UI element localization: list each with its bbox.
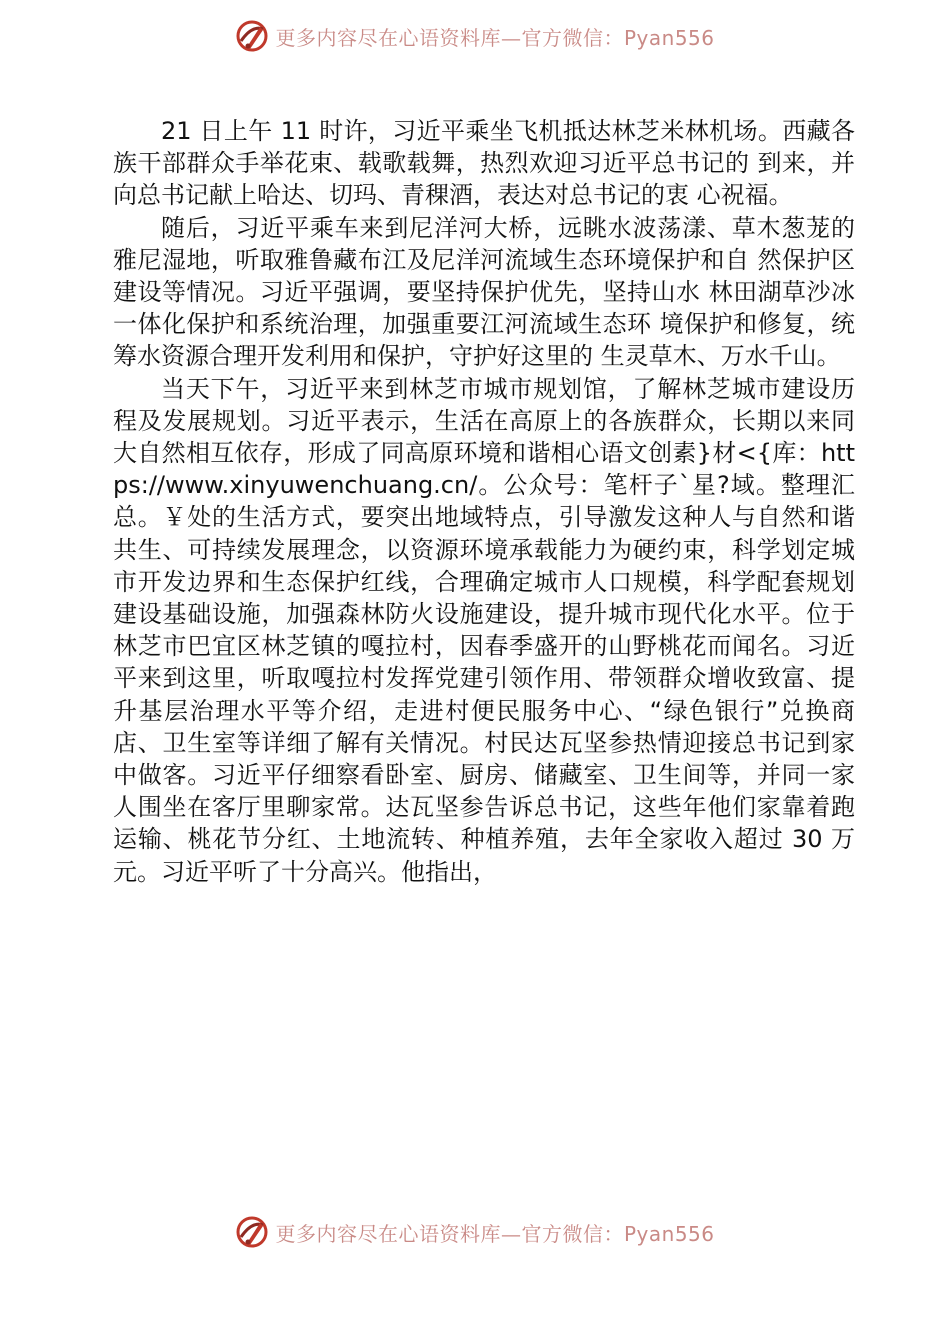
paragraph-2: 随后，习近平乘车来到尼洋河大桥，远眺水波荡漾、草木葱茏的雅尼湿地，听取雅鲁藏布江及尼洋河流域生态环境保护和自 然保护区建设等情况。习近平强调，要坚持保护优先，坚持山水 林田湖草沙冰一体化保护和系统治理，加强重要江河流域生态环 境保护和修复，统筹水资源合理开发利用和保护，守护好这里的 生灵草木、万水千山。 bbox=[113, 213, 855, 371]
pen-logo-icon bbox=[235, 19, 269, 53]
header-banner-cn: 更多内容尽在心语资料库—官方微信： bbox=[275, 25, 624, 50]
pen-logo-icon bbox=[235, 1215, 269, 1249]
paragraph-3: 当天下午，习近平来到林芝市城市规划馆，了解林芝城市建设历程及发展规划。习近平表示，生活在高原上的各族群众，长期以来同大自然相互依存，形成了同高原环境和谐相心语文创素}材<{库：https://www.xinyuwenchuang.cn/。公众号：笔杆子`星?域。整理汇总。￥处的生活方式，要突出地域特点，引导激发这种人与自然和谐共生、可持续发展理念，以资源环境承载能力为硬约束，科学划定城市开发边界和生态保护红线，合理确定城市人口规模，科学配套规划建设基础设施，加强森林防火设施建设，提升城市现代化水平。位于林芝市巴宜区林芝镇的嘎拉村，因春季盛开的山野桃花而闻名。习近平来到这里，听取嘎拉村发挥党建引领作用、带领群众增收致富、提升基层治理水平等介绍，走进村便民服务中心、“绿色银行”兑换商店、卫生室等详细了解有关情况。村民达瓦坚参热情迎接总书记到家中做客。习近平仔细察看卧室、厨房、储藏室、卫生间等，并同一家人围坐在客厅里聊家常。达瓦坚参告诉总书记，这些年他们家靠着跑运输、桃花节分红、土地流转、种植养殖，去年全家收入超过 30 万元。习近平听了十分高兴。他指出， bbox=[113, 374, 855, 886]
header-banner-id: Pyan556 bbox=[623, 25, 715, 50]
footer-banner-text bbox=[275, 1218, 714, 1247]
document-body bbox=[113, 115, 855, 888]
header-banner-text bbox=[275, 22, 714, 51]
footer-banner bbox=[0, 1210, 950, 1254]
footer-banner-id: Pyan556 bbox=[623, 1221, 715, 1246]
header-banner bbox=[0, 14, 950, 58]
footer-banner-cn: 更多内容尽在心语资料库—官方微信： bbox=[275, 1221, 624, 1246]
paragraph-1: 21 日上午 11 时许，习近平乘坐飞机抵达林芝米林机场。西藏各族干部群众手举花束、载歌载舞，热烈欢迎习近平总书记的 到来，并向总书记献上哈达、切玛、青稞酒，表达对总书记的衷 心祝福。 bbox=[113, 117, 855, 210]
